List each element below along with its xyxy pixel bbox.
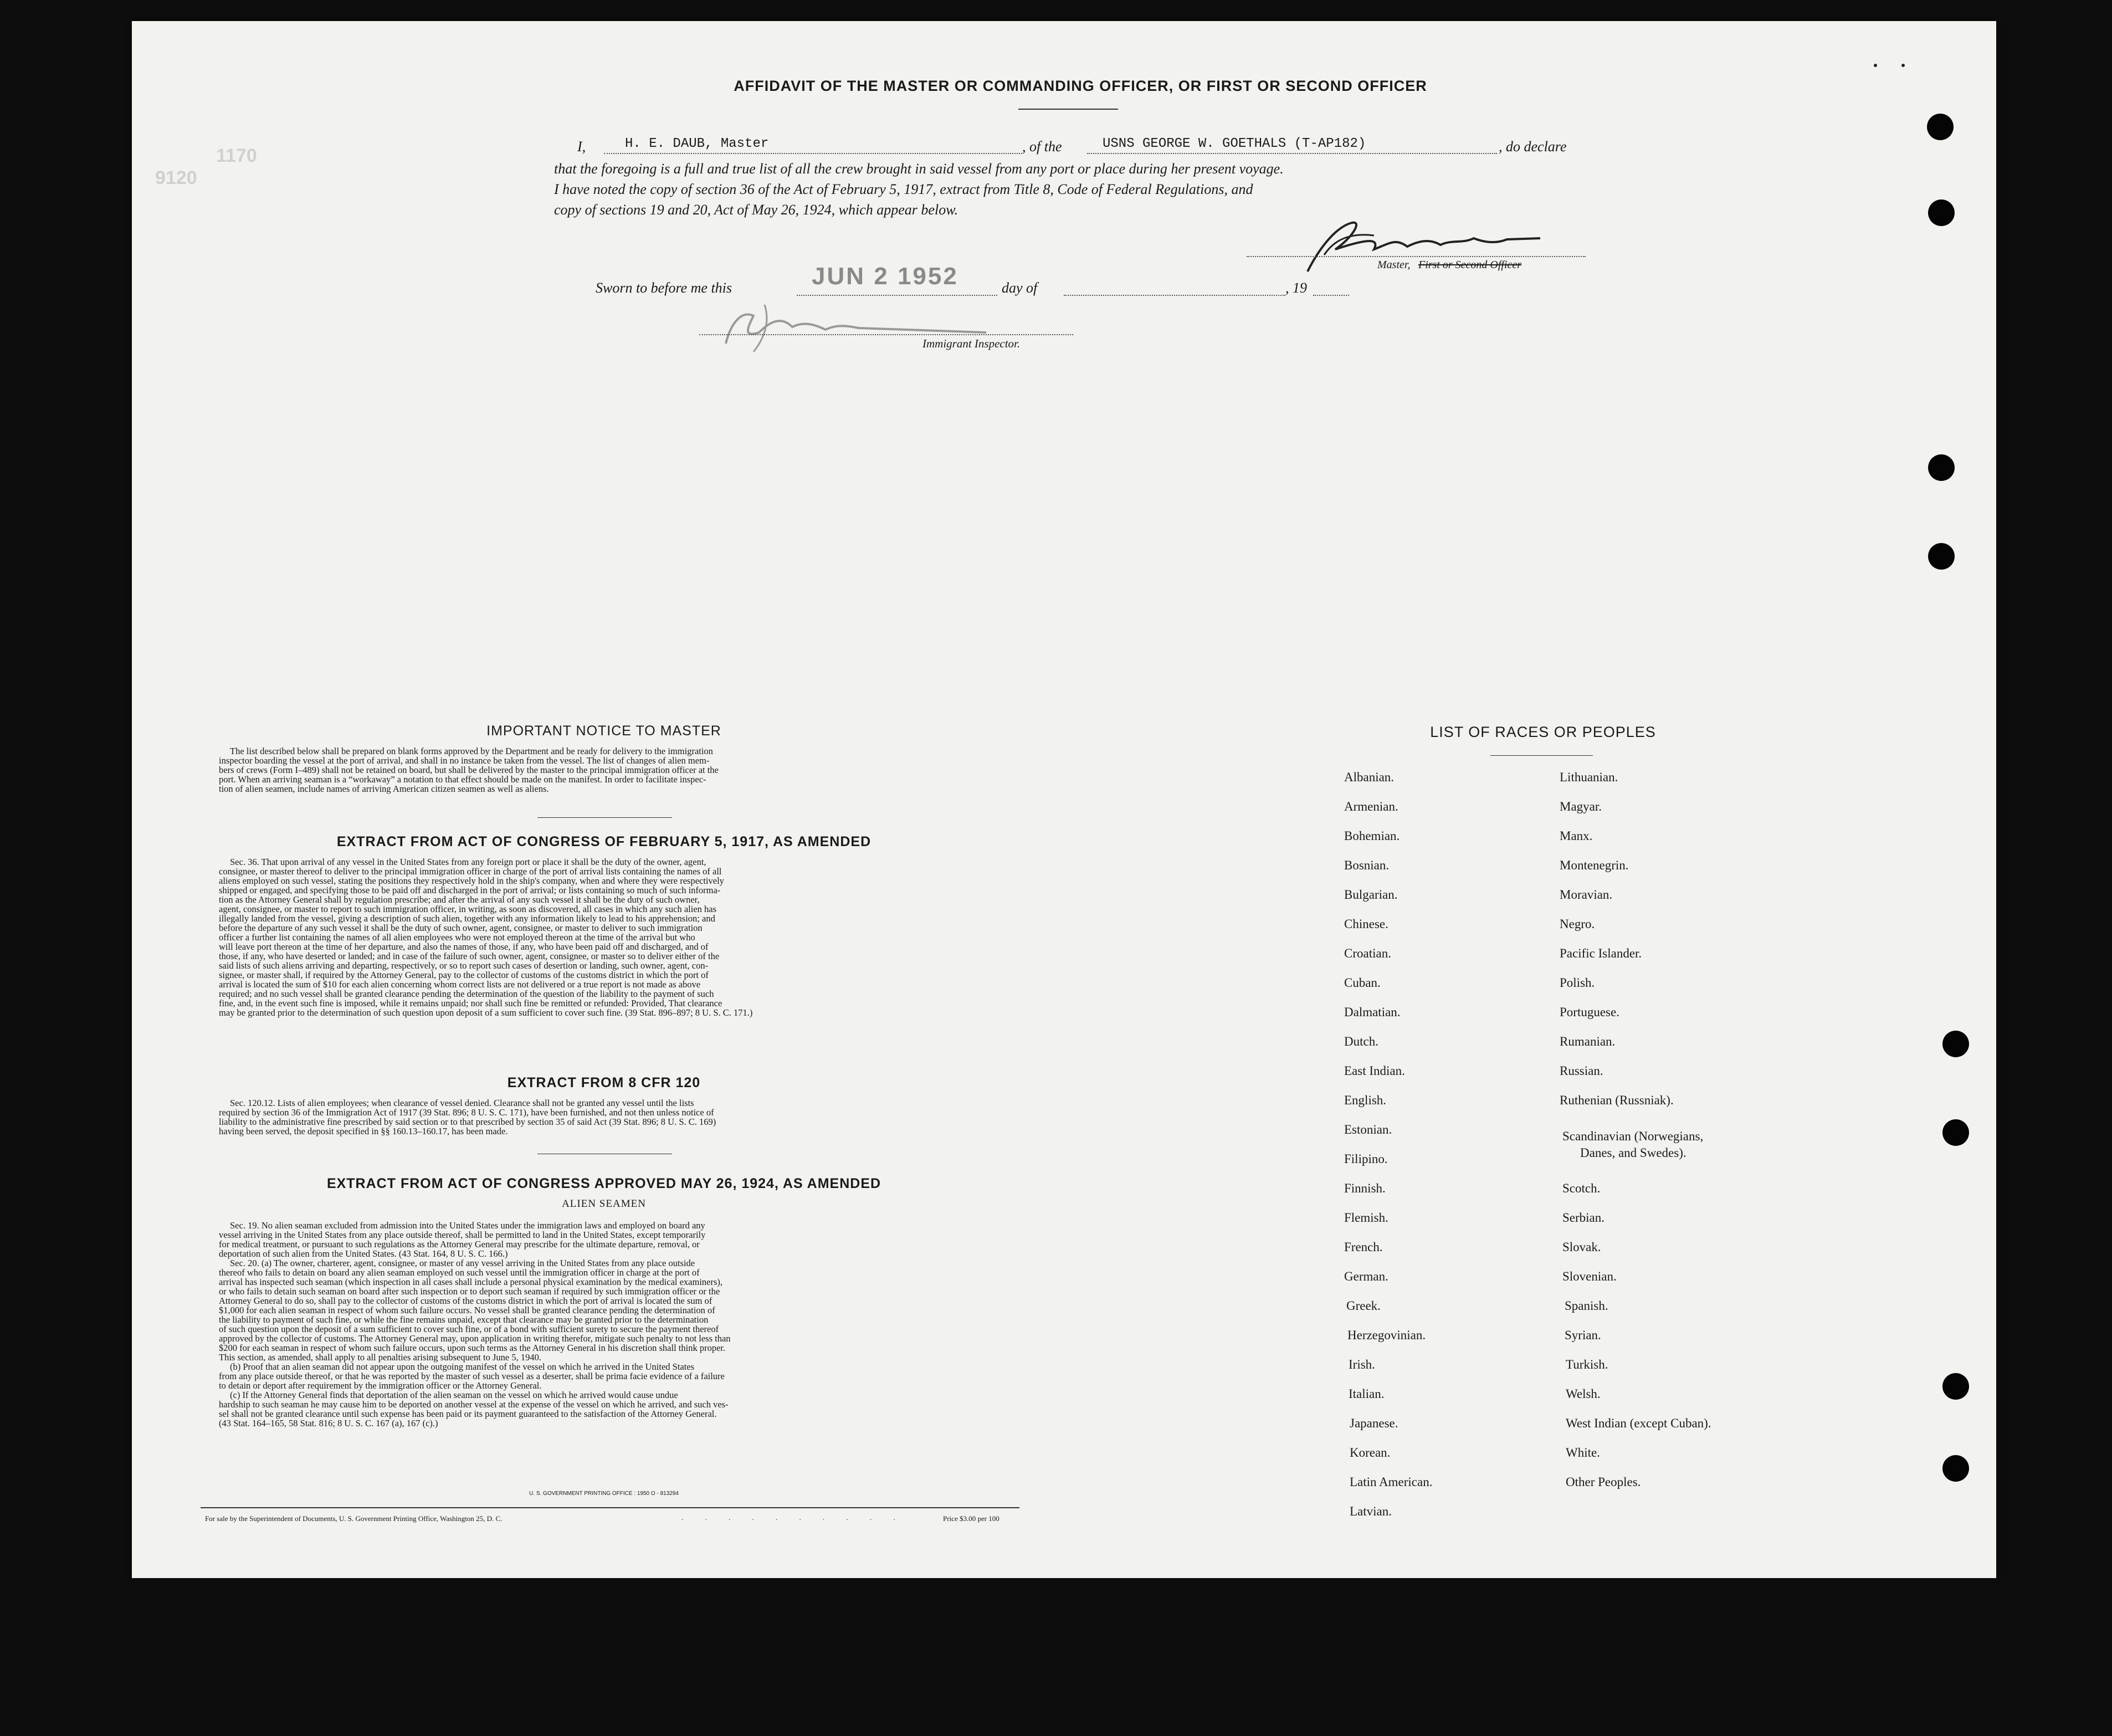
extract-1917-line: fine, and, in the event such fine is imposed, while it remains unpaid; nor shall such fine be remitted or refunded: Provided, That clearance [219, 998, 722, 1008]
extract-1924-line: Sec. 19. No alien seaman excluded from admission into the United States under the immigration laws and employed on board any [230, 1220, 705, 1231]
race-item: East Indian. [1344, 1064, 1405, 1078]
race-item: Ruthenian (Russniak). [1560, 1093, 1674, 1107]
race-item: Moravian. [1560, 888, 1613, 902]
race-item: Serbian. [1562, 1211, 1605, 1225]
section-rule [537, 817, 672, 818]
punch-hole [1942, 1373, 1969, 1400]
extract-1917-line: agent, consignee, or master to report to such immigration officer, in writing, as soon as discovered, all cases in which any such alien has [219, 904, 717, 914]
extract-1924-line: Sec. 20. (a) The owner, charterer, agent, consignee, or master of any vessel arriving in the United States from any place outside [230, 1258, 695, 1268]
master-caption-master: Master, [1377, 259, 1411, 271]
punch-hole [1942, 1031, 1969, 1057]
race-item: Rumanian. [1560, 1035, 1616, 1048]
race-item: Spanish. [1565, 1299, 1608, 1313]
affidavit-line-2: that the foregoing is a full and true list of all the crew brought in said vessel from any port or place during her present voyage. [554, 161, 1284, 177]
master-signature-line [1247, 256, 1586, 257]
extract-cfr-line: liability to the administrative fine prescribed by said section or to that prescribed by section 35 of said Act (39 Stat. 896; 8 U. S. C. 169) [219, 1117, 716, 1127]
extract-1924-title: EXTRACT FROM ACT OF CONGRESS APPROVED MAY 26, 1924, AS AMENDED [326, 1176, 881, 1191]
race-item: Manx. [1560, 829, 1593, 843]
race-item: Russian. [1560, 1064, 1603, 1078]
footer-rule [201, 1507, 1019, 1508]
punch-hole [1928, 454, 1955, 481]
footer-price: Price $3.00 per 100 [943, 1514, 999, 1523]
race-item: Welsh. [1566, 1387, 1601, 1401]
extract-1924-line: arrival has inspected such seaman (which inspection in all cases shall include a personal physical examination by the medical examiners), [219, 1277, 723, 1287]
title-rule [1018, 109, 1118, 110]
race-item: Bohemian. [1344, 829, 1400, 843]
extract-cfr-text [219, 1098, 1008, 1136]
extract-1917-line: required; and no such vessel shall be granted clearance pending the determination of the question of the liability to the payment of such [219, 989, 714, 999]
extract-1924-text [219, 1221, 1008, 1428]
race-item: Scandinavian (Norwegians, [1562, 1129, 1704, 1143]
vessel-name-line [1087, 153, 1497, 154]
extract-1917-line: those, if any, who have deserted or landed; and in case of the failure of such owner, agent, consignee, or master so to deliver either of the [219, 951, 720, 961]
inspector-caption: Immigrant Inspector. [922, 337, 1021, 350]
punch-hole [1942, 1119, 1969, 1146]
extract-1924-line: thereof who fails to detain on board any alien seaman employed on such vessel until the immigration officer in charge at the port of [219, 1267, 700, 1278]
bleed-through-number: 9120 [155, 167, 197, 188]
footer-sale-note: For sale by the Superintendent of Documents, U. S. Government Printing Office, Washington 25, D. C. [205, 1514, 503, 1523]
extract-1917-title: EXTRACT FROM ACT OF CONGRESS OF FEBRUARY 5, 1917, AS AMENDED [336, 834, 872, 849]
extract-1924-line: This section, as amended, shall apply to all penalties arising subsequent to June 5, 1940. [219, 1352, 541, 1363]
race-item: Japanese. [1350, 1416, 1398, 1430]
inspector-signature-line [699, 334, 1073, 335]
year-label: , 19 [1285, 280, 1307, 296]
vessel-name-field: USNS GEORGE W. GOETHALS (T-AP182) [1103, 136, 1366, 151]
bleed-through-number: 1170 [216, 145, 257, 166]
extract-1924-line: or who fails to detain such seaman on board after such inspection or to deport such seaman if required by such immigration officer or the [219, 1286, 720, 1297]
race-item: Armenian. [1344, 800, 1398, 813]
extract-1924-line: hardship to such seaman he may cause him to be deported on another vessel at the expense of the vessel on which he arrived, and such ves- [219, 1399, 729, 1410]
extract-1924-line: $1,000 for each alien seaman in respect of whom such failure occurs. No vessel shall be granted clearance pending the determination of [219, 1305, 715, 1315]
punch-hole [1927, 114, 1954, 140]
sworn-date-line [797, 295, 997, 296]
race-item: Lithuanian. [1560, 770, 1618, 784]
affidavit-title: AFFIDAVIT OF THE MASTER OR COMMANDING OFFICER, OR FIRST OR SECOND OFFICER [734, 78, 1427, 94]
extract-cfr-line: having been served, the deposit specified in §§ 160.13–160.17, has been made. [219, 1126, 508, 1136]
extract-1917-line: aliens employed on such vessel, stating the positions they respectively hold in the ship's company, when and where they were respectively [219, 875, 724, 886]
notice-line: port. When an arriving seaman is a “workaway” a notation to that effect should be made on the manifest. In order to facilitate inspec- [219, 774, 706, 785]
race-item: Syrian. [1565, 1328, 1601, 1342]
extract-1924-line: $200 for each seaman in respect of whom such failure occurs, upon such terms as the Attorney General in his discretion shall think proper. [219, 1343, 726, 1353]
race-item: Chinese. [1344, 917, 1388, 931]
extract-1917-line: may be granted prior to the determination of such question upon deposit of a sum sufficient to cover such fine. (39 Stat. 896–897; 8 U. S. C. 171.) [219, 1007, 753, 1018]
race-item: Dalmatian. [1344, 1005, 1401, 1019]
extract-1917-line: officer a further list containing the names of all alien employees who were not employed thereon at the time of the arrival but who [219, 932, 695, 943]
footer-leader-dots: . . . . . . . . . . [681, 1513, 905, 1522]
race-item: Bulgarian. [1344, 888, 1398, 902]
extract-1924-line: approved by the collector of customs. The Attorney General may, upon application in writing therefor, mitigate such penalty to not less than [219, 1333, 731, 1344]
race-item: Croatian. [1344, 946, 1391, 960]
race-item: Dutch. [1344, 1035, 1378, 1048]
of-the-label: , of the [1022, 139, 1062, 155]
race-item: Bosnian. [1344, 858, 1390, 872]
master-caption-struck: First or Second Officer [1418, 259, 1522, 271]
speck [1901, 64, 1905, 67]
race-item: Herzegovinian. [1347, 1328, 1426, 1342]
extract-1924-line: (43 Stat. 164–165, 58 Stat. 816; 8 U. S. C. 167 (a), 167 (c).) [219, 1418, 438, 1428]
affidavit-line-3: I have noted the copy of section 36 of the Act of February 5, 1917, extract from Title 8, Code of Federal Regulations, and [554, 181, 1253, 197]
races-title: LIST OF RACES OR PEOPLES [1430, 724, 1656, 740]
race-item: Montenegrin. [1560, 858, 1629, 872]
race-item: White. [1566, 1446, 1600, 1460]
race-item: Korean. [1350, 1446, 1391, 1460]
extract-1924-line: vessel arriving in the United States from any place outside thereof, shall be permitted to land in the United States, except temporarily [219, 1230, 706, 1240]
notice-text [219, 746, 1008, 793]
notice-title: IMPORTANT NOTICE TO MASTER [486, 723, 721, 739]
punch-hole [1928, 543, 1955, 570]
extract-1917-line: Sec. 36. That upon arrival of any vessel in the United States from any foreign port or place it shall be the duty of the owner, agent, [230, 857, 706, 867]
race-item: Latvian. [1350, 1504, 1392, 1518]
race-item: Cuban. [1344, 976, 1381, 990]
extract-1924-line: (c) If the Attorney General finds that deportation of the alien seaman on the vessel on which he arrived would cause undue [230, 1390, 678, 1400]
notice-line: The list described below shall be prepared on blank forms approved by the Department and be ready for delivery to the immigration [230, 746, 713, 756]
race-item: Filipino. [1344, 1152, 1388, 1166]
race-item: Flemish. [1344, 1211, 1388, 1225]
punch-hole [1942, 1455, 1969, 1482]
race-item: Finnish. [1344, 1181, 1386, 1195]
extract-1917-line: arrival is located the sum of $10 for each alien concerning whom correct lists are not delivered or a true report is not made as above [219, 979, 701, 990]
race-item: West Indian (except Cuban). [1566, 1416, 1711, 1430]
extract-1917-line: shipped or engaged, and specifying those to be paid off and discharged in the port of arrival; or lists containing so much of such informa- [219, 885, 721, 895]
do-declare-label: , do declare [1499, 139, 1567, 155]
extract-1924-subtitle: ALIEN SEAMEN [562, 1198, 646, 1210]
race-item: Greek. [1346, 1299, 1381, 1313]
race-item: Danes, and Swedes). [1580, 1146, 1686, 1160]
sworn-label: Sworn to before me this [596, 280, 732, 296]
extract-1924-line: Attorney General to do so, shall pay to the collector of customs of the customs district in which the port of arrival is located the sum of [219, 1295, 712, 1306]
race-item: Other Peoples. [1566, 1475, 1641, 1489]
extract-cfr-title: EXTRACT FROM 8 CFR 120 [507, 1075, 701, 1090]
extract-1924-line: to detain or deport after requirement by the immigration officer or the Attorney General. [219, 1380, 542, 1391]
extract-1924-line: deportation of such alien from the United States. (43 Stat. 164, 8 U. S. C. 166.) [219, 1248, 508, 1259]
race-item: Scotch. [1562, 1181, 1601, 1195]
race-item: Albanian. [1344, 770, 1395, 784]
year-line [1313, 295, 1349, 296]
speck [1874, 64, 1877, 67]
punch-hole [1928, 199, 1955, 226]
race-item: German. [1344, 1269, 1388, 1283]
race-item: Latin American. [1350, 1475, 1433, 1489]
race-item: Slovak. [1562, 1240, 1601, 1254]
gpo-imprint: U. S. GOVERNMENT PRINTING OFFICE : 1950 O - 813294 [529, 1491, 679, 1497]
extract-1917-text [219, 857, 1008, 1017]
extract-cfr-line: required by section 36 of the Immigration Act of 1917 (39 Stat. 896; 8 U. S. C. 171), have been furnished, and not then unless notice of [219, 1107, 714, 1118]
races-title-rule [1490, 755, 1593, 756]
extract-1917-line: said lists of such aliens arriving and departing, respectively, or so to report such cases of desertion or landing, such owner, agent, con- [219, 960, 709, 971]
extract-1917-line: signee, or master shall, if required by the Attorney General, pay to the collector of customs of the customs district in which the port of [219, 970, 709, 980]
extract-cfr-line: Sec. 120.12. Lists of alien employees; when clearance of vessel denied. Clearance shall not be granted any vessel until the lists [230, 1098, 694, 1108]
date-stamp: JUN 2 1952 [812, 263, 958, 290]
extract-1924-line: of such question upon the deposit of a sum sufficient to cover such fine, or of a bond with sufficient surety to secure the payment thereof [219, 1324, 719, 1334]
race-item: Turkish. [1566, 1358, 1608, 1371]
extract-1924-line: the liability to payment of such fine, or while the fine remains unpaid, except that clearance may be granted prior to the determination [219, 1314, 709, 1325]
affidavit-line-4: copy of sections 19 and 20, Act of May 26, 1924, which appear below. [554, 202, 958, 218]
extract-1924-line: sel shall not be granted clearance until such expense has been paid or its payment guaranteed to the satisfaction of the Attorney General. [219, 1409, 717, 1419]
day-of-label: day of [1002, 280, 1038, 296]
month-line [1064, 295, 1285, 296]
extract-1917-line: illegally landed from the vessel, giving a description of such alien, together with any information likely to lead to his apprehension; and [219, 913, 715, 924]
extract-1917-line: consignee, or master thereof to deliver to the principal immigration officer in charge of the port of arrival lists containing the names of all [219, 866, 722, 877]
master-name-field: H. E. DAUB, Master [625, 136, 769, 151]
master-name-line [604, 153, 1022, 154]
race-item: Magyar. [1560, 800, 1602, 813]
race-item: English. [1344, 1093, 1387, 1107]
race-item: Irish. [1349, 1358, 1375, 1371]
affidavit-i: I, [577, 139, 586, 155]
extract-1917-line: tion as the Attorney General shall by regulation prescribe; and after the arrival of any such vessel it shall be the duty of such owner, [219, 894, 700, 905]
race-item: Negro. [1560, 917, 1595, 931]
notice-line: bers of crews (Form I–489) shall not be retained on board, but shall be delivered by the master to the principal immigration officer at the [219, 765, 719, 775]
notice-line: tion of alien seamen, include names of arriving American citizen seamen as well as aliens. [219, 783, 549, 794]
race-item: Slovenian. [1562, 1269, 1617, 1283]
race-item: Italian. [1349, 1387, 1385, 1401]
extract-1924-line: (b) Proof that an alien seaman did not appear upon the outgoing manifest of the vessel on which he arrived in the United States [230, 1361, 695, 1372]
race-item: Portuguese. [1560, 1005, 1619, 1019]
notice-line: inspector boarding the vessel at the port of arrival, and shall in no instance be taken from the vessel. The list of changes of alien mem- [219, 755, 710, 766]
race-item: Polish. [1560, 976, 1595, 990]
race-item: Pacific Islander. [1560, 946, 1642, 960]
extract-1924-line: from any place outside thereof, or that he was reported by the master of such vessel as a deserter, shall be prima facie evidence of a failure [219, 1371, 725, 1381]
extract-1924-line: for medical treatment, or pursuant to such regulations as the Attorney General may prescribe for the ultimate departure, removal, or [219, 1239, 700, 1249]
extract-1917-line: will leave port thereon at the time of her departure, and also the names of those, if any, who have been paid off and discharged, and of [219, 941, 709, 952]
race-item: French. [1344, 1240, 1383, 1254]
extract-1917-line: before the departure of any such vessel it shall be the duty of such owner, agent, consignee, or master to deliver to such immigration [219, 923, 703, 933]
race-item: Estonian. [1344, 1123, 1392, 1136]
